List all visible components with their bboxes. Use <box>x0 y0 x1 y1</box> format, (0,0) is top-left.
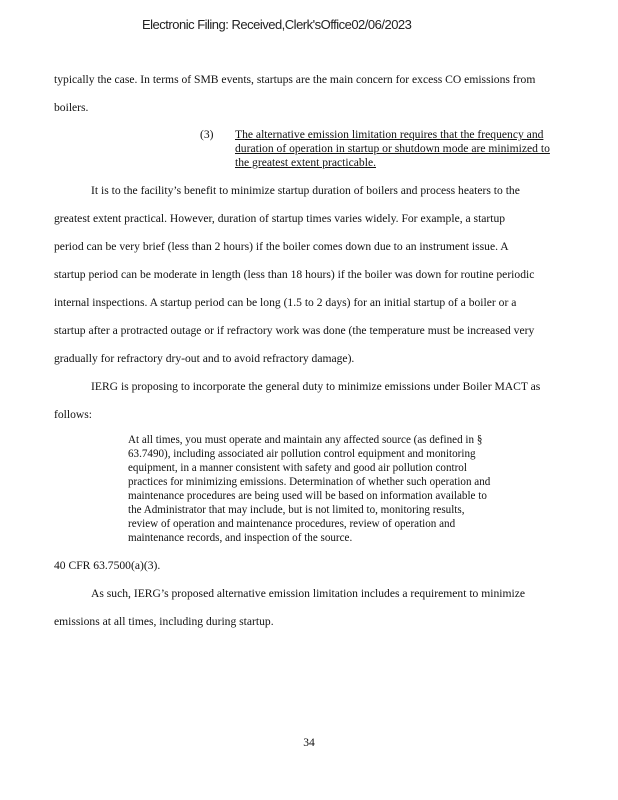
block-quote-line: maintenance records, and inspection of the source. <box>128 532 353 544</box>
paragraph-line: typically the case. In terms of SMB events, startups are the main concern for excess CO emissions from <box>54 73 536 86</box>
block-quote-line: review of operation and maintenance procedures, review of operation and <box>128 518 456 530</box>
filing-stamp: Electronic Filing: Received,Clerk'sOffice02/06/2023 <box>142 17 412 32</box>
paragraph-line: emissions at all times, including during startup. <box>54 615 274 628</box>
criterion-line: the greatest extent practicable. <box>235 156 376 169</box>
block-quote-line: equipment, in a manner consistent with safety and good air pollution control <box>128 462 467 474</box>
paragraph-line: startup period can be moderate in length (less than 18 hours) if the boiler was down for routine periodic <box>54 268 535 281</box>
paragraph-line: startup after a protracted outage or if refractory work was done (the temperature must be increased very <box>54 324 535 337</box>
paragraph-line: internal inspections. A startup period can be long (1.5 to 2 days) for an initial startup of a boiler or a <box>54 296 517 309</box>
paragraph-line: It is to the facility’s benefit to minimize startup duration of boilers and process heaters to the <box>91 184 520 197</box>
criterion-number: (3) <box>200 128 214 141</box>
block-quote-line: practices for minimizing emissions. Determination of whether such operation and <box>128 476 491 488</box>
paragraph-line: greatest extent practical. However, duration of startup times varies widely. For example, a startup <box>54 212 506 225</box>
block-quote-line: the Administrator that may include, but is not limited to, monitoring results, <box>128 504 465 516</box>
block-quote-line: 63.7490), including associated air pollution control equipment and monitoring <box>128 448 476 460</box>
paragraph-line: gradually for refractory dry-out and to avoid refractory damage). <box>54 352 355 365</box>
block-quote-line: maintenance procedures are being used will be based on information available to <box>128 490 487 502</box>
paragraph-line: IERG is proposing to incorporate the general duty to minimize emissions under Boiler MACT as <box>91 380 541 393</box>
page-number: 34 <box>303 736 315 749</box>
paragraph-line: As such, IERG’s proposed alternative emission limitation includes a requirement to minimize <box>91 587 526 600</box>
paragraph-line: boilers. <box>54 101 89 114</box>
criterion-line: duration of operation in startup or shutdown mode are minimized to <box>235 142 550 155</box>
citation: 40 CFR 63.7500(a)(3). <box>54 559 161 572</box>
paragraph-line: follows: <box>54 408 93 421</box>
criterion-line: The alternative emission limitation requires that the frequency and <box>235 128 544 141</box>
paragraph-line: period can be very brief (less than 2 hours) if the boiler comes down due to an instrument issue. A <box>54 240 509 253</box>
block-quote-line: At all times, you must operate and maintain any affected source (as defined in § <box>128 434 483 446</box>
